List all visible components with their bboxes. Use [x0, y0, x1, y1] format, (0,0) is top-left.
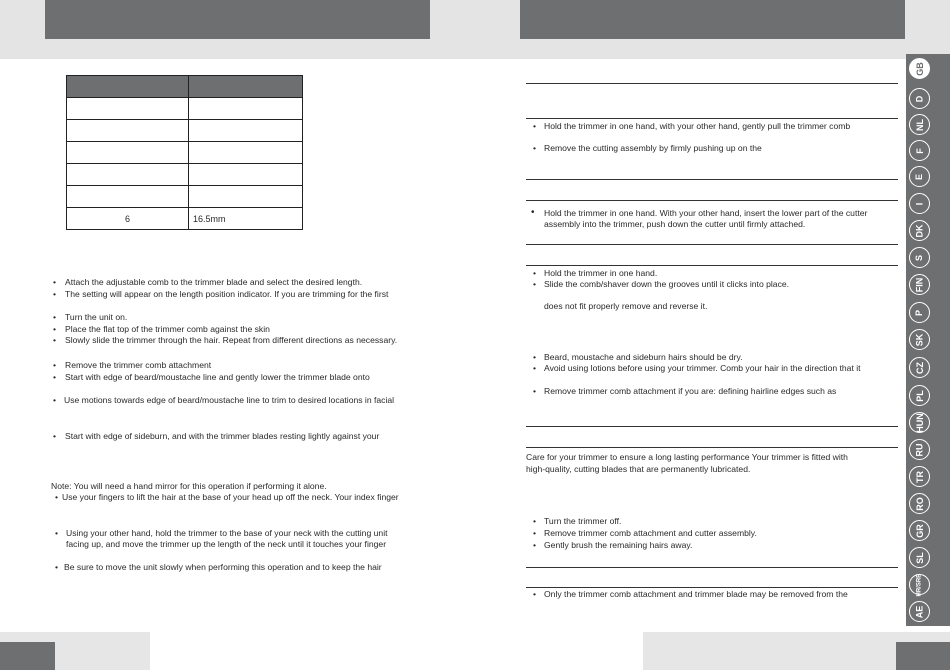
bullet: • — [533, 528, 537, 538]
lang-tab-nl[interactable]: NL — [909, 114, 930, 135]
lang-tab-hr-srb[interactable]: HR/SRB — [909, 574, 930, 595]
bullet: • — [533, 363, 537, 373]
left-text-line: Using your other hand, hold the trimmer to the base of your neck with the cutting unit — [66, 528, 388, 538]
left-text-line: Turn the unit on. — [65, 312, 128, 322]
section-rule — [526, 83, 898, 84]
lang-tab-ru[interactable]: RU — [909, 439, 930, 460]
lang-tab-cz[interactable]: CZ — [909, 357, 930, 378]
section-rule — [526, 244, 898, 245]
right-text-line: Beard, moustache and sideburn hairs should be dry. — [544, 352, 743, 362]
table-cell — [67, 142, 189, 164]
section-rule — [526, 587, 898, 588]
bullet: • — [55, 492, 59, 502]
table-header-row — [67, 76, 303, 98]
table-cell: 6 — [67, 208, 189, 230]
table-header-cell — [67, 76, 189, 98]
bullet: • — [53, 289, 57, 299]
bullet: • — [533, 121, 537, 131]
bullet: • — [55, 562, 59, 572]
right-paragraph-line: Care for your trimmer to ensure a long lasting performance Your trimmer is fitted with — [526, 452, 848, 462]
left-text-line: Start with edge of sideburn, and with the trimmer blades resting lightly against your — [65, 431, 380, 441]
table-row — [67, 208, 303, 230]
lang-tab-gb[interactable]: GB — [909, 58, 930, 79]
table-row — [67, 186, 303, 208]
lang-tab-i[interactable]: I — [909, 193, 930, 214]
lang-tab-sl[interactable]: SL — [909, 547, 930, 568]
lang-tab-fin[interactable]: FIN — [909, 274, 930, 295]
right-text-line: Remove trimmer comb attachment if you are: defining hairline edges such as — [544, 386, 837, 396]
left-text-line: Place the flat top of the trimmer comb against the skin — [65, 324, 270, 334]
right-paragraph-line: high-quality, cutting blades that are permanently lubricated. — [526, 464, 751, 474]
section-rule — [526, 426, 898, 427]
bullet: • — [53, 277, 57, 287]
bullet: • — [531, 207, 535, 218]
table-row — [67, 98, 303, 120]
left-page-number-box — [0, 642, 55, 670]
right-text-line: Hold the trimmer in one hand. With your other hand, insert the lower part of the cutter — [544, 208, 868, 218]
right-text-line: Hold the trimmer in one hand, with your other hand, gently pull the trimmer comb — [544, 121, 851, 131]
lang-tab-ae[interactable]: AE — [909, 601, 930, 622]
table-row — [67, 142, 303, 164]
bullet: • — [53, 335, 57, 345]
right-text-line: Remove the cutting assembly by firmly pushing up on the — [544, 143, 762, 153]
table-row — [67, 164, 303, 186]
table-cell: 16.5mm — [189, 208, 303, 230]
section-rule — [526, 179, 898, 180]
lang-tab-e[interactable]: E — [909, 166, 930, 187]
right-text-line: Remove trimmer comb attachment and cutter assembly. — [544, 528, 757, 538]
lang-tab-ro[interactable]: RO — [909, 493, 930, 514]
lang-tab-dk[interactable]: DK — [909, 220, 930, 241]
left-text-line: Remove the trimmer comb attachment — [65, 360, 212, 370]
lang-tab-pl[interactable]: PL — [909, 385, 930, 406]
lang-tab-s[interactable]: S — [909, 247, 930, 268]
left-text-line: Slowly slide the trimmer through the hair. Repeat from different directions as necessary. — [65, 335, 398, 345]
section-rule — [526, 118, 898, 119]
lang-tab-hun[interactable]: HUN — [909, 412, 930, 433]
table-cell — [67, 98, 189, 120]
bullet: • — [533, 516, 537, 526]
table-cell — [189, 98, 303, 120]
lang-tab-tr[interactable]: TR — [909, 466, 930, 487]
section-rule — [526, 567, 898, 568]
right-text-line: Avoid using lotions before using your trimmer. Comb your hair in the direction that it — [544, 363, 861, 373]
table-cell — [189, 142, 303, 164]
bullet: • — [55, 528, 59, 538]
section-rule — [526, 200, 898, 201]
bullet: • — [53, 360, 57, 370]
left-text-line: Attach the adjustable comb to the trimmer blade and select the desired length. — [65, 277, 363, 287]
bullet: • — [533, 143, 537, 153]
section-rule — [526, 265, 898, 266]
bullet: • — [533, 540, 537, 550]
bullet: • — [53, 324, 57, 334]
right-page-number-box — [896, 642, 950, 670]
bullet: • — [533, 589, 537, 599]
left-text-line: Use your fingers to lift the hair at the base of your head up off the neck. Your index finger — [62, 492, 399, 502]
left-text-line: Use motions towards edge of beard/moustache line to trim to desired locations in facial — [64, 395, 395, 405]
right-text-line: Slide the comb/shaver down the grooves until it clicks into place. — [544, 279, 790, 289]
table-cell — [67, 164, 189, 186]
table-cell — [189, 164, 303, 186]
bullet: • — [53, 395, 57, 405]
table-cell — [189, 186, 303, 208]
table-header-cell — [189, 76, 303, 98]
left-header-bar — [45, 0, 430, 39]
left-text-line: facing up, and move the trimmer up the length of the neck until it touches your finger — [66, 539, 387, 549]
lang-tab-p[interactable]: P — [909, 302, 930, 323]
table-row — [67, 120, 303, 142]
bullet: • — [53, 431, 57, 441]
right-header-bar — [520, 0, 905, 39]
bullet: • — [533, 279, 537, 289]
left-note: Note: You will need a hand mirror for this operation if performing it alone. — [51, 481, 327, 491]
right-text-line: does not fit properly remove and reverse it. — [544, 301, 708, 311]
bullet: • — [533, 352, 537, 362]
left-text-line: The setting will appear on the length position indicator. If you are trimming for the first — [65, 289, 389, 299]
bullet: • — [53, 372, 57, 382]
right-text-line: Only the trimmer comb attachment and trimmer blade may be removed from the — [544, 589, 848, 599]
left-text-line: Start with edge of beard/moustache line and gently lower the trimmer blade onto — [65, 372, 370, 382]
comb-length-table — [66, 75, 303, 230]
lang-tab-d[interactable]: D — [909, 88, 930, 109]
table-cell — [67, 120, 189, 142]
lang-tab-gr[interactable]: GR — [909, 520, 930, 541]
right-text-line: Gently brush the remaining hairs away. — [544, 540, 693, 550]
bullet: • — [53, 312, 57, 322]
bullet: • — [533, 386, 537, 396]
right-text-line: Hold the trimmer in one hand. — [544, 268, 658, 278]
left-text-line: Be sure to move the unit slowly when performing this operation and to keep the hair — [64, 562, 382, 572]
table-cell — [67, 186, 189, 208]
lang-tab-sk[interactable]: SK — [909, 329, 930, 350]
right-text-line: assembly into the trimmer, push down the cutter until firmly attached. — [544, 219, 806, 229]
section-rule — [526, 447, 898, 448]
bullet: • — [533, 268, 537, 278]
lang-tab-f[interactable]: F — [909, 140, 930, 161]
right-text-line: Turn the trimmer off. — [544, 516, 622, 526]
table-cell — [189, 120, 303, 142]
